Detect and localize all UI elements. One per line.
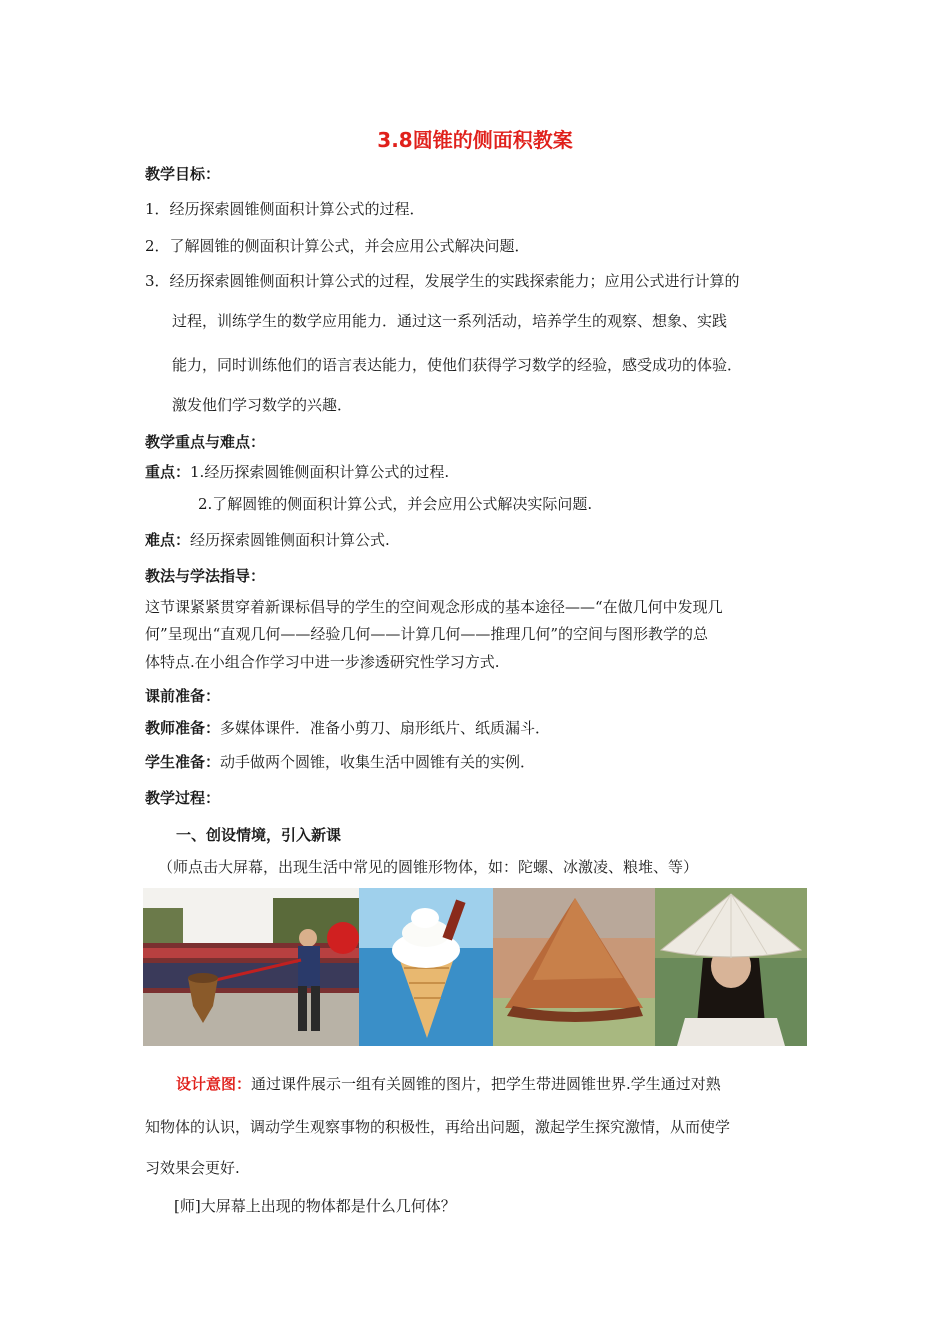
objective-item-3-line-3: 能力，同时训练他们的语言表达能力，使他们获得学习数学的经验，感受成功的体验． <box>172 356 743 374</box>
teacher-prep-label: 教师准备： <box>145 719 221 737</box>
teacher-question-text: 大屏幕上出现的物体都是什么几何体？ <box>200 1197 456 1215</box>
methods-line-1: 这节课紧紧贯穿着新课标倡导的学生的空间观念形成的基本途径——“在做几何中发现几 <box>145 598 723 616</box>
preparation-heading: 课前准备： <box>145 687 221 705</box>
objective-item-1: 1．经历探索圆锥侧面积计算公式的过程． <box>145 200 425 218</box>
teacher-prep-row <box>145 718 550 738</box>
design-intent-row <box>176 1074 721 1094</box>
design-intent-label: 设计意图 <box>176 1075 237 1093</box>
student-prep-row <box>145 752 535 772</box>
methods-line-3: 体特点.在小组合作学习中进一步渗透研究性学习方式. <box>145 653 500 671</box>
methods-line-2: 何”呈现出“直观几何——经验几何——计算几何——推理几何”的空间与图形教学的总 <box>145 625 709 643</box>
haystack-photo <box>493 888 655 1046</box>
spinning-top-photo <box>143 888 359 1046</box>
page-title: 3.8圆锥的侧面积教案 <box>377 128 573 152</box>
objective-item-3-line-1: 3．经历探索圆锥侧面积计算公式的过程，发展学生的实践探索能力；应用公式进行计算的 <box>145 272 740 290</box>
difficulty-label: 难点： <box>145 531 191 549</box>
teacher-question-row <box>174 1196 456 1216</box>
objective-item-2: 2．了解圆锥的侧面积计算公式，并会应用公式解决问题． <box>145 237 530 255</box>
teacher-tag: [师] <box>174 1197 201 1215</box>
process-note: （师点击大屏幕，出现生活中常见的圆锥形物体，如：陀螺、冰激凌、粮堆、等） <box>158 858 699 876</box>
key-points-heading: 教学重点与难点： <box>145 433 266 451</box>
student-prep-text: 动手做两个圆锥，收集生活中圆锥有关的实例． <box>220 753 536 771</box>
objective-item-3-line-2: 过程，训练学生的数学应用能力．通过这一系列活动，培养学生的观察、想象、实践 <box>172 312 728 330</box>
ice-cream-photo <box>359 888 493 1046</box>
process-heading: 教学过程： <box>145 789 221 807</box>
key-item-1: 1.经历探索圆锥侧面积计算公式的过程. <box>190 463 450 481</box>
key-point-row-1 <box>145 462 449 482</box>
conical-hat-photo <box>655 888 807 1046</box>
teacher-prep-text: 多媒体课件．准备小剪刀、扇形纸片、纸质漏斗． <box>220 719 551 737</box>
section-1-heading: 一、创设情境，引入新课 <box>176 826 342 844</box>
key-item-2: 2.了解圆锥的侧面积计算公式，并会应用公式解决实际问题. <box>198 495 593 513</box>
design-intent-line-1: 通过课件展示一组有关圆锥的图片，把学生带进圆锥世界.学生通过对熟 <box>251 1075 721 1093</box>
difficulty-row <box>145 530 390 550</box>
difficulty-text: 经历探索圆锥侧面积计算公式. <box>190 531 390 549</box>
design-intent-colon: ： <box>236 1075 252 1093</box>
objectives-heading: 教学目标： <box>145 165 221 183</box>
methods-heading: 教法与学法指导： <box>145 567 266 585</box>
design-intent-line-3: 习效果会更好. <box>145 1159 240 1177</box>
student-prep-label: 学生准备： <box>145 753 221 771</box>
key-label: 重点： <box>145 463 191 481</box>
objective-item-3-line-4: 激发他们学习数学的兴趣． <box>172 396 353 414</box>
design-intent-line-2: 知物体的认识，调动学生观察事物的积极性，再给出问题，激起学生探究激情，从而使学 <box>145 1118 731 1136</box>
